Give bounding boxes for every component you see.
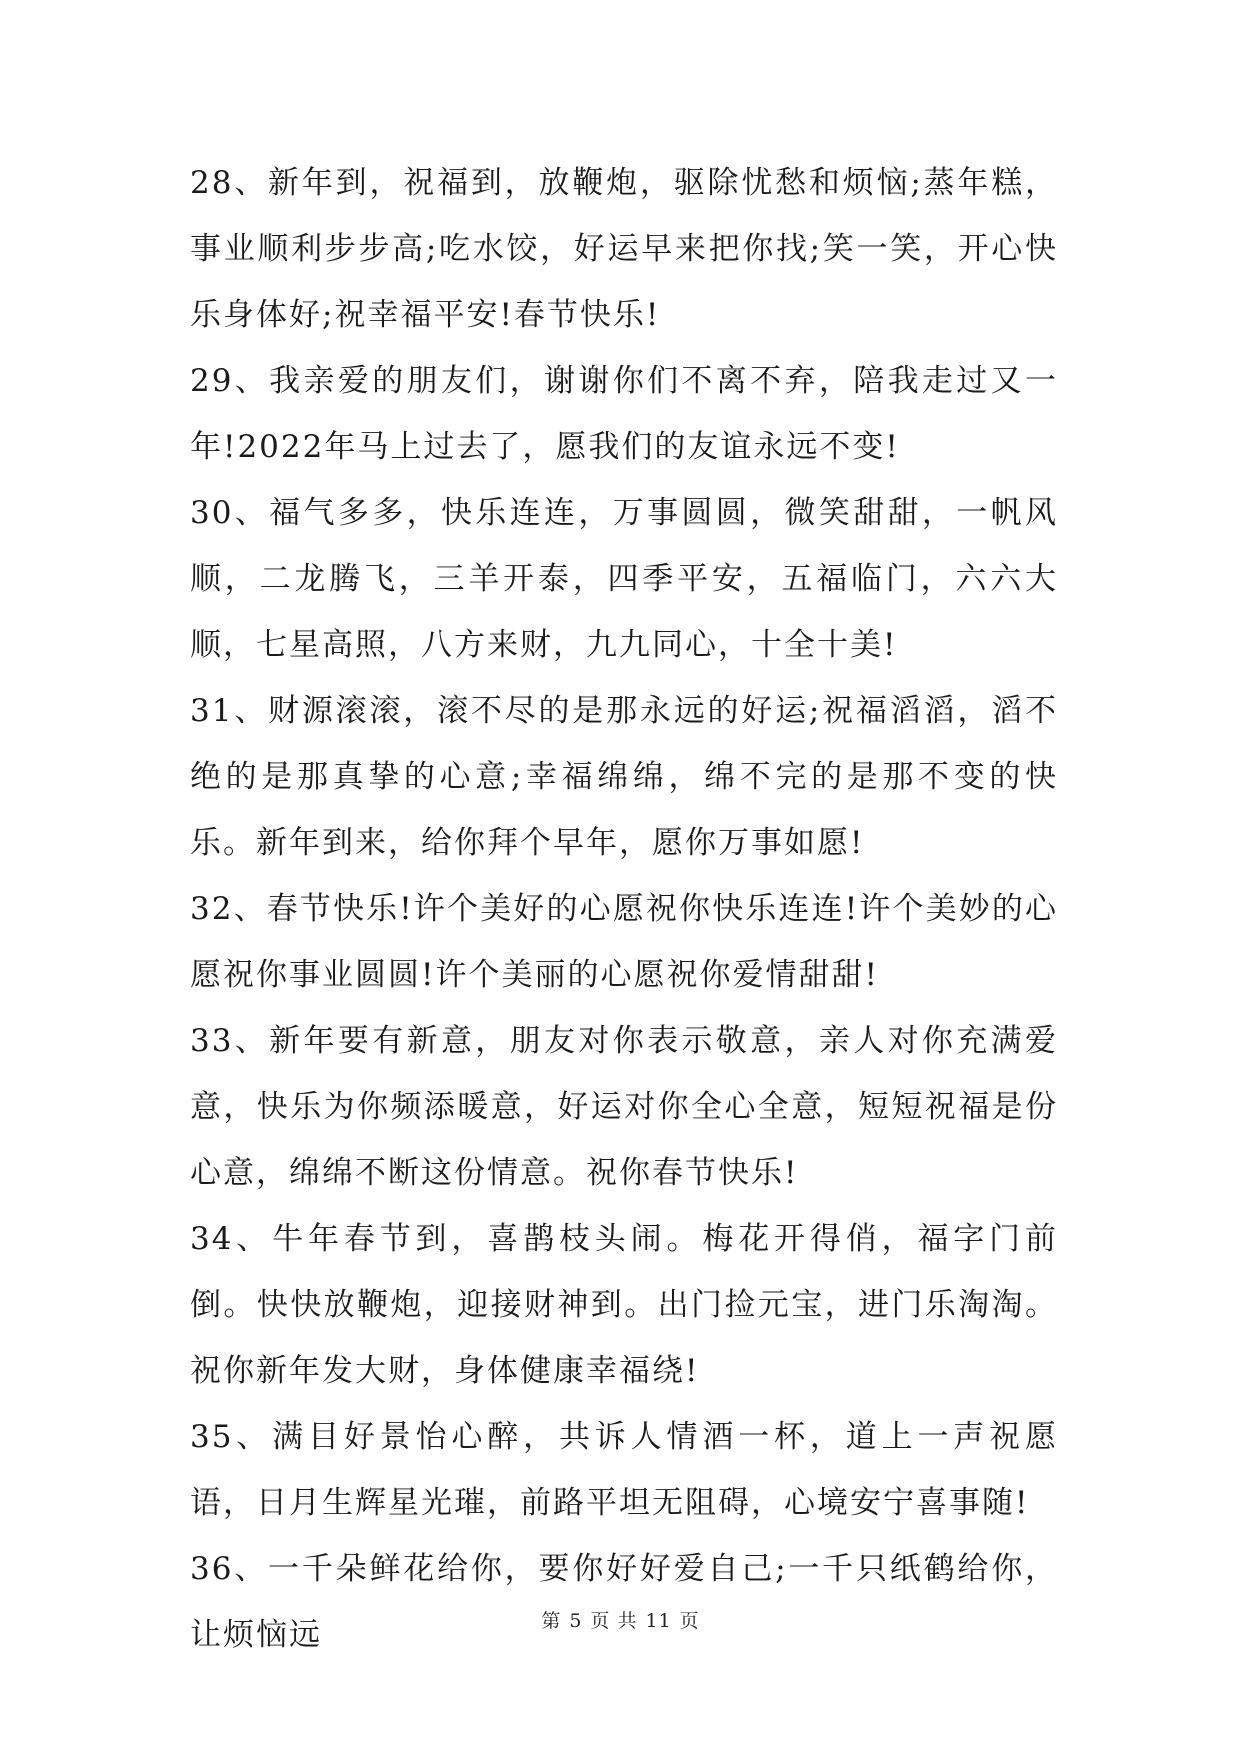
page-footer-middle: 页 共: [590, 1610, 638, 1632]
greeting-entry-36: 36、一千朵鲜花给你，要你好好爱自己;一千只纸鹤给你，让烦恼远: [190, 1551, 1058, 1653]
greeting-entry-34: 34、牛年春节到，喜鹊枝头闹。梅花开得俏，福字门前倒。快快放鞭炮，迎接财神到。出门捡元宝，进门乐淘淘。祝你新年发大财，身体健康幸福绕!: [190, 1221, 1058, 1389]
page-number-total: 11: [645, 1610, 672, 1632]
page-footer-prefix: 第: [541, 1610, 562, 1632]
page-footer-suffix: 页: [679, 1610, 700, 1632]
greeting-entry-29: 29、我亲爱的朋友们，谢谢你们不离不弃，陪我走过又一年!2022年马上过去了，愿我们的友谊永远不变!: [190, 363, 1058, 465]
greeting-entry-31: 31、财源滚滚，滚不尽的是那永远的好运;祝福滔滔，滔不绝的是那真挚的心意;幸福绵绵，绵不完的是那不变的快乐。新年到来，给你拜个早年，愿你万事如愿!: [190, 693, 1058, 861]
greeting-entry-30: 30、福气多多，快乐连连，万事圆圆，微笑甜甜，一帆风顺，二龙腾飞，三羊开泰，四季平安，五福临门，六六大顺，七星高照，八方来财，九九同心，十全十美!: [190, 495, 1058, 663]
document-body: [190, 150, 1058, 1668]
page-footer: [0, 1606, 1241, 1633]
greeting-entry-33: 33、新年要有新意，朋友对你表示敬意，亲人对你充满爱意，快乐为你频添暖意，好运对你全心全意，短短祝福是份心意，绵绵不断这份情意。祝你春节快乐!: [190, 1023, 1058, 1191]
greeting-entry-28: 28、新年到，祝福到，放鞭炮，驱除忧愁和烦恼;蒸年糕，事业顺利步步高;吃水饺，好运早来把你找;笑一笑，开心快乐身体好;祝幸福平安!春节快乐!: [190, 165, 1058, 333]
greeting-entry-32: 32、春节快乐!许个美好的心愿祝你快乐连连!许个美妙的心愿祝你事业圆圆!许个美丽的心愿祝你爱情甜甜!: [190, 891, 1058, 993]
greeting-entry-35: 35、满目好景怡心醉，共诉人情酒一杯，道上一声祝愿语，日月生辉星光璀，前路平坦无阻碍，心境安宁喜事随!: [190, 1419, 1058, 1521]
page-number-current: 5: [569, 1610, 583, 1632]
